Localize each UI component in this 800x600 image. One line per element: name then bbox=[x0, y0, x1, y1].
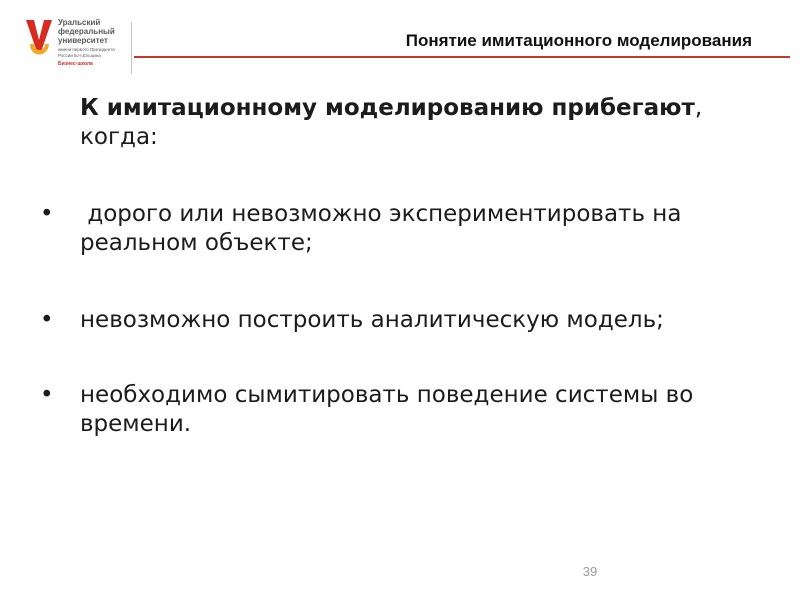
header-divider bbox=[131, 22, 132, 74]
bullet-list bbox=[40, 200, 760, 439]
urfu-logo-icon bbox=[24, 18, 54, 64]
bullet-text: невозможно построить аналитическую модель; bbox=[80, 307, 664, 333]
bullet-icon: • bbox=[40, 382, 54, 408]
intro-text: , когда: bbox=[80, 95, 703, 150]
bullet-icon: • bbox=[40, 307, 54, 333]
bullet-text: необходимо сымитировать поведение системы во времени. bbox=[80, 382, 694, 437]
university-logo bbox=[24, 18, 134, 76]
logo-name-line: Уральский bbox=[58, 18, 101, 27]
slide-title: Понятие имитационного моделирования bbox=[405, 31, 752, 50]
logo-subtitle-line: России Б.Н.Ельцина bbox=[58, 52, 101, 58]
logo-text bbox=[58, 18, 138, 67]
logo-school-name: Бизнес-школа bbox=[58, 61, 93, 67]
intro-bold-text: К имитационному моделированию прибегают bbox=[80, 95, 695, 121]
logo-name-line: федеральный bbox=[58, 27, 115, 36]
bullet-text: дорого или невозможно экспериментировать на реальном объекте; bbox=[80, 201, 689, 256]
logo-name-line: университет bbox=[58, 36, 108, 45]
intro-paragraph bbox=[80, 94, 760, 152]
list-item bbox=[40, 200, 760, 258]
title-underline bbox=[134, 56, 790, 58]
bullet-icon: • bbox=[40, 201, 54, 227]
list-item bbox=[40, 381, 760, 439]
logo-subtitle-line: имени первого Президента bbox=[58, 47, 115, 52]
list-item bbox=[40, 306, 760, 335]
page-number: 39 bbox=[582, 564, 598, 579]
slide-body bbox=[40, 94, 760, 439]
